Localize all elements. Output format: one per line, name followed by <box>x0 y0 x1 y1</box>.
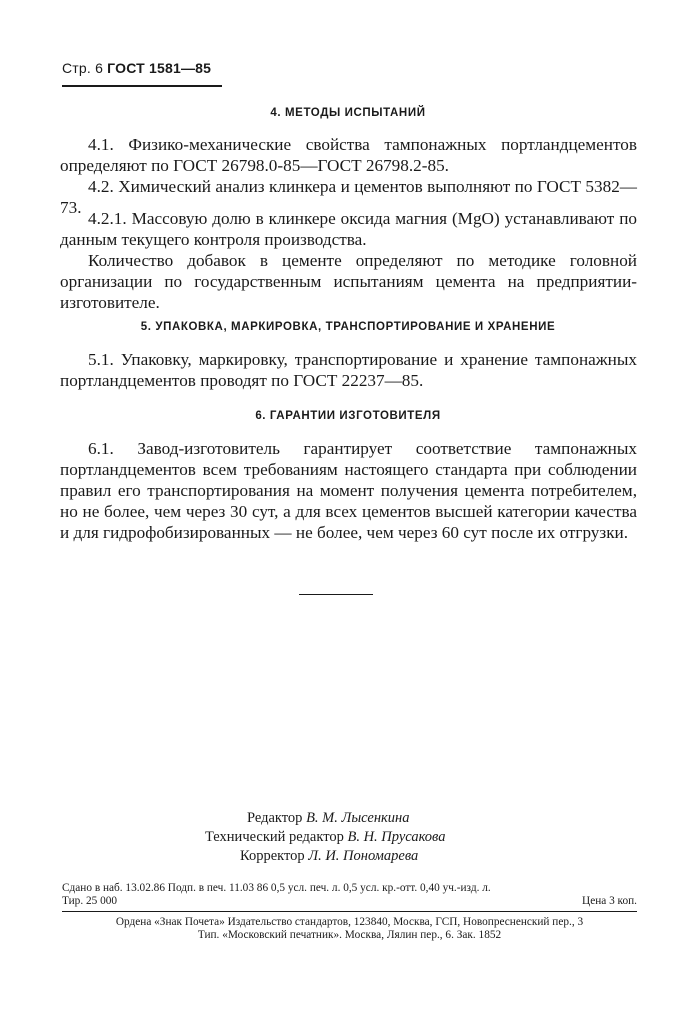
header-rule <box>62 85 222 87</box>
section-4-title: 4. МЕТОДЫ ИСПЫТАНИЙ <box>270 107 426 119</box>
printshop-line: Тип. «Московский печатник». Москва, Лялин пер., 6. Зак. 1852 <box>197 929 502 941</box>
credit-tech-editor <box>205 827 446 848</box>
paragraph-5-1: 5.1. Упаковку, маркировку, транспортирование и хранение тампонажных портландцементов проводят по ГОСТ 22237—85. <box>60 350 637 390</box>
section-5-title: 5. УПАКОВКА, МАРКИРОВКА, ТРАНСПОРТИРОВАНИЕ И ХРАНЕНИЕ <box>140 321 556 333</box>
printer-info <box>62 916 637 942</box>
credit-person: Л. И. Пономарева <box>308 848 419 864</box>
paragraph-4-2: 4.2. Химический анализ клинкера и цементов выполняют по ГОСТ 5382—73. <box>60 177 637 217</box>
credit-role: Технический редактор <box>205 829 344 845</box>
imprint-circulation-row <box>62 895 637 908</box>
paragraph-4-1: 4.1. Физико-механические свойства тампонажных портландцементов определяют по ГОСТ 26798.0-85—ГОСТ 26798.2-85. <box>60 135 637 175</box>
paragraph-6-1: 6.1. Завод-изготовитель гарантирует соответствие тампонажных портландцементов всем требованиям настоящего стандарта при соблюдении правил его транспортирования на момент получения цемента потребителем, но не более, чем через 30 сут, а для всех цементов высшей категории качества и для гидрофобизированных — не более, чем через 60 сут после их отгрузки. <box>60 439 637 542</box>
imprint-block <box>62 882 637 908</box>
paragraph-4-2-1: 4.2.1. Массовую долю в клинкере оксида магния (MgO) устанавливают по данным текущего контроля производства. <box>60 209 637 249</box>
standard-number: ГОСТ 1581—85 <box>107 60 212 76</box>
credit-person: В. М. Лысенкина <box>306 810 410 826</box>
running-head <box>62 60 211 76</box>
imprint-line: Сдано в наб. 13.02.86 Подп. в печ. 11.03 86 0,5 усл. печ. л. 0,5 усл. кр.-отт. 0,40 уч.-изд. л. <box>62 882 491 894</box>
credit-proofreader <box>240 846 418 867</box>
credit-person: В. Н. Прусакова <box>347 829 446 845</box>
publisher-line: Ордена «Знак Почета» Издательство стандартов, 123840, Москва, ГСП, Новопресненский пер., 3 <box>115 916 584 928</box>
paragraph-additives: Количество добавок в цементе определяют по методике головной организации по государственным испытаниям цемента на предприятии-изготовителе. <box>60 251 637 312</box>
imprint-circulation: Тир. 25 000 <box>62 895 118 907</box>
credit-editor <box>247 808 410 829</box>
imprint-rule <box>62 911 637 912</box>
page-number: Стр. 6 <box>62 60 104 76</box>
end-divider <box>299 594 373 595</box>
imprint-dates <box>62 882 637 895</box>
credit-role: Редактор <box>247 810 303 826</box>
credit-role: Корректор <box>240 848 305 864</box>
section-6-title: 6. ГАРАНТИИ ИЗГОТОВИТЕЛЯ <box>255 410 441 422</box>
imprint-price: Цена 3 коп. <box>582 895 637 907</box>
